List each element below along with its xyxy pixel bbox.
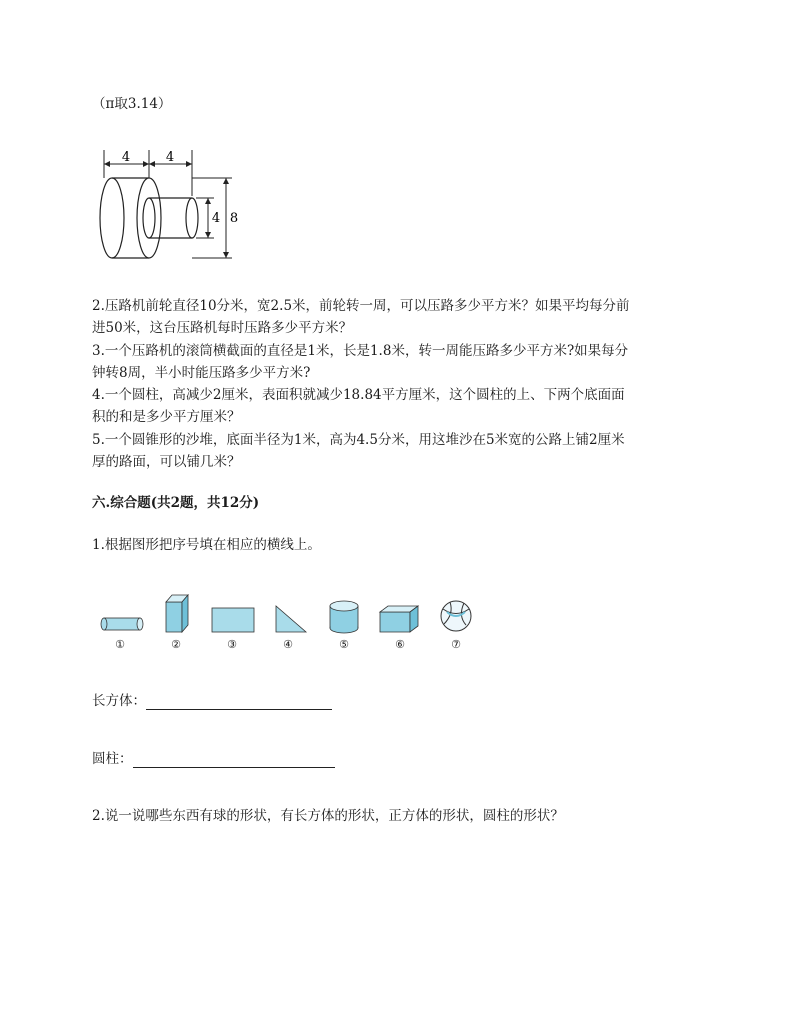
problem-4-line-2: 积的和是多少平方厘米？: [92, 409, 241, 425]
section-heading: 六.综合题(共2题，共12分): [92, 495, 260, 511]
shape-label-6: ⑥: [395, 638, 405, 651]
pi-note: （π取3.14）: [92, 96, 172, 112]
shape-label-4: ④: [283, 638, 293, 651]
shape-label-7: ⑦: [451, 638, 461, 651]
shape-1-horizontal-cylinder: [101, 618, 143, 630]
question-2: 2.说一说哪些东西有球的形状，有长方体的形状，正方体的形状，圆柱的形状？: [92, 808, 564, 824]
fill-cylinder-label: 圆柱：: [92, 751, 133, 767]
shapes-row: [98, 592, 478, 638]
hollow-cylinder-figure: [92, 148, 252, 260]
shape-2-tall-cuboid: [166, 595, 188, 632]
fill-cuboid-blank[interactable]: [146, 695, 332, 710]
dim-outer-height: 8: [229, 211, 239, 226]
fill-cuboid-label: 长方体：: [92, 693, 146, 709]
dim-top-left: 4: [121, 150, 131, 165]
problem-5-line-1: 5.一个圆锥形的沙堆，底面半径为1米，高为4.5分米，用这堆沙在5米宽的公路上铺2厘米: [92, 432, 625, 448]
problem-2-line-2: 进50米，这台压路机每时压路多少平方米？: [92, 320, 353, 336]
shape-6-flat-cuboid: [380, 606, 418, 632]
dim-top-right: 4: [165, 150, 175, 165]
shape-label-1: ①: [115, 638, 125, 651]
fill-cylinder-row: [92, 750, 335, 768]
problem-3-line-1: 3.一个压路机的滚筒横截面的直径是1米，长是1.8米，转一周能压路多少平方米?如果每分: [92, 343, 629, 359]
shape-label-5: ⑤: [339, 638, 349, 651]
problem-5-line-2: 厚的路面，可以铺几米？: [92, 454, 241, 470]
problem-4-line-1: 4.一个圆柱，高减少2厘米，表面积就减少18.84平方厘米，这个圆柱的上、下两个底面面: [92, 387, 625, 403]
fill-cuboid-row: [92, 692, 332, 710]
problem-2-line-1: 2.压路机前轮直径10分米，宽2.5米，前轮转一周，可以压路多少平方米？如果平均每分前: [92, 298, 630, 314]
shape-7-ball: [441, 601, 471, 631]
problem-3-line-2: 钟转8周，半小时能压路多少平方米?: [92, 365, 311, 381]
dim-inner-height: 4: [211, 211, 221, 226]
shape-4-triangle: [276, 606, 306, 632]
question-1: 1.根据图形把序号填在相应的横线上。: [92, 537, 321, 553]
shape-label-3: ③: [227, 638, 237, 651]
fill-cylinder-blank[interactable]: [133, 753, 335, 768]
shape-3-rectangle: [212, 608, 254, 632]
shape-label-2: ②: [171, 638, 181, 651]
shape-5-upright-cylinder: [330, 601, 358, 633]
